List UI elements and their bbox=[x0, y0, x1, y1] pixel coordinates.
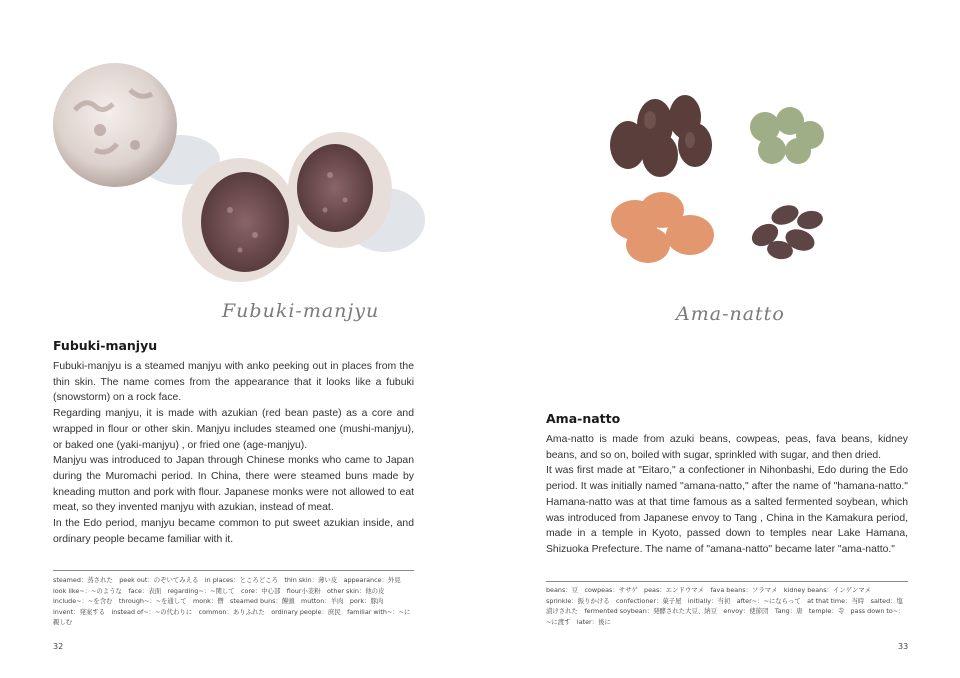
body-text bbox=[546, 432, 908, 558]
paragraph: Ama-natto is made from azuki beans, cowpeas, peas, fava beans, kidney beans, and so on, boiled with sugar, sprinkled with sugar, and then dried. bbox=[546, 434, 908, 461]
right-page bbox=[480, 0, 960, 678]
paragraph: In the Edo period, manjyu became common to put sweet azukian inside, and ordinary people became familiar with it. bbox=[53, 518, 414, 545]
page-number: 32 bbox=[53, 642, 64, 651]
paragraph: It was first made at "Eitaro," a confectioner in Nihonbashi, Edo during the Edo period. It was initially named "amana-natto," after the name of "hamana-natto." Hamana-natto was at that time famous as a salted fermented soybean, which was introduced from Japanese envoy to Tang , China in the Kamakura period, made in a temple in Kyoto, passed down to temples near Lake Hamana, Shizuoka Prefecture. The name of "amana-natto" became later "ama-natto." bbox=[546, 465, 908, 555]
section-title: Ama-natto bbox=[546, 411, 621, 426]
fubuki-manjyu-illustration bbox=[40, 50, 440, 290]
page-number: 33 bbox=[898, 642, 909, 651]
section-title: Fubuki-manjyu bbox=[53, 338, 158, 353]
paragraph: Regarding manjyu, it is made with azukian (red bean paste) as a core and wrapped in flour or other skin. Manjyu includes steamed one (mushi-manjyu), or baked one (yaki-manjyu) , or fried one (age-manjyu). bbox=[53, 408, 414, 451]
vocab-divider bbox=[546, 581, 908, 582]
vocab-divider bbox=[53, 570, 414, 571]
ama-natto-illustration bbox=[600, 85, 860, 275]
whole-manjyu bbox=[53, 63, 177, 187]
body-text bbox=[53, 359, 414, 547]
vocabulary-list: beans：豆 cowpeas：ササゲ peas：エンドウマメ fava beans：ソラマメ kidney beans：インゲンマメ sprinkle：振りかける confectioner：菓子屋 initially：当初 after~：~にならって at that time：当時 salted：塩漬けされた fermented soybean：発酵された大豆、納豆 envoy：使節団 Tang：唐 temple：寺 pass down to~：~に渡す later：後に bbox=[546, 586, 905, 626]
illustration-caption: Fubuki-manjyu bbox=[222, 300, 380, 322]
paragraph: Manjyu was introduced to Japan through Chinese monks who came to Japan during the Muromachi period. In China, there were steamed buns made by kneading mutton and pork with flour. Japanese monks were not allowed to eat meat, so they invented manjyu with azukian, instead of meat. bbox=[53, 455, 414, 514]
vocabulary-list: steamed：蒸された peek out：のぞいてみえる in places：ところどころ thin skin：薄い皮 appearance：外見 look like~：~のような face：表面 regarding~：~関して core：中心部 flour小麦粉 other skin：他の皮 include~：~を含む through~：~を通して monk：僧 steamed buns：饅頭 mutton：羊肉 pork：豚肉 invent：発案する instead of~：~の代わりに common：ありふれた ordinary people：庶民 familiar with~：~に親しむ bbox=[53, 576, 411, 627]
paragraph: Fubuki-manjyu is a steamed manjyu with anko peeking out in places from the thin skin. The name comes from the appearance that it looks like a fubuki (snowstorm) on a rock face. bbox=[53, 361, 414, 404]
illustration-caption: Ama-natto bbox=[676, 303, 785, 325]
